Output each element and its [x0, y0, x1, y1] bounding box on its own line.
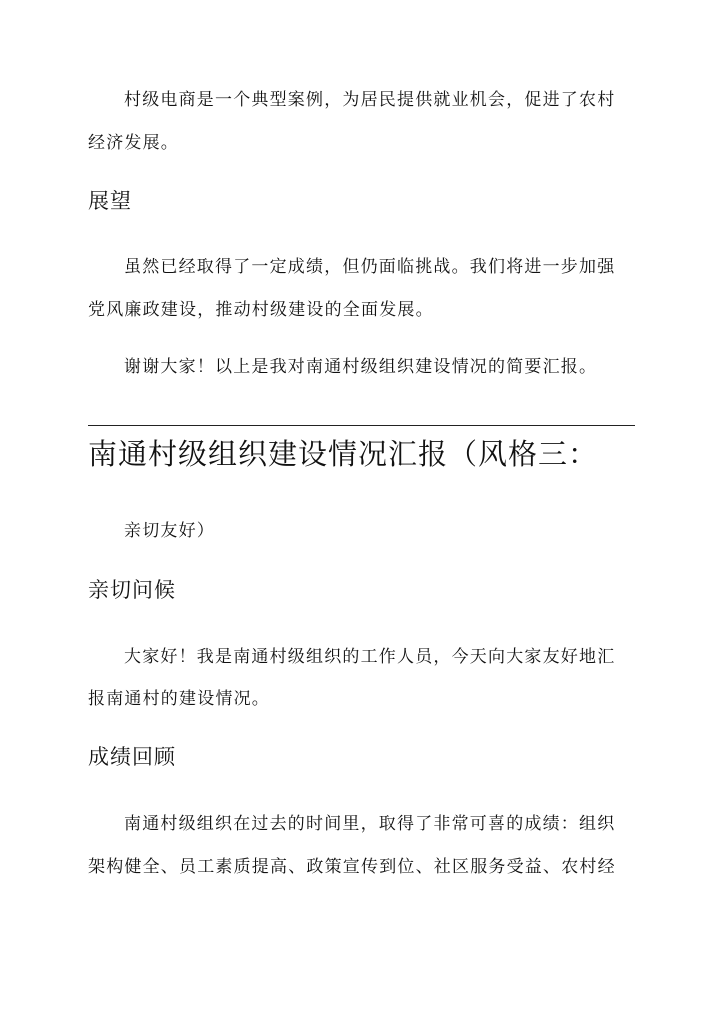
heading-review: 成绩回顾	[88, 745, 176, 769]
paragraph-ecommerce-line-2: 经济发展。	[88, 133, 179, 153]
section-title-continuation: 亲切友好）	[124, 521, 215, 541]
paragraph-ecommerce-line-1: 村级电商是一个典型案例，为居民提供就业机会，促进了农村	[124, 90, 616, 110]
paragraph-review-line-1: 南通村级组织在过去的时间里，取得了非常可喜的成绩：组织	[124, 814, 616, 834]
paragraph-outlook-line-2: 党风廉政建设，推动村级建设的全面发展。	[88, 300, 434, 320]
section-title: 南通村级组织建设情况汇报（风格三：	[88, 437, 599, 471]
heading-greeting: 亲切问候	[88, 578, 176, 602]
heading-outlook: 展望	[88, 189, 132, 213]
paragraph-review-line-2: 架构健全、员工素质提高、政策宣传到位、社区服务受益、农村经	[88, 857, 616, 877]
paragraph-greeting-line-1: 大家好！我是南通村级组织的工作人员，今天向大家友好地汇	[124, 647, 616, 667]
paragraph-outlook-line-1: 虽然已经取得了一定成绩，但仍面临挑战。我们将进一步加强	[124, 257, 616, 277]
paragraph-thanks: 谢谢大家！以上是我对南通村级组织建设情况的简要汇报。	[124, 357, 598, 377]
paragraph-greeting-line-2: 报南通村的建设情况。	[88, 689, 270, 709]
section-divider	[88, 425, 635, 426]
